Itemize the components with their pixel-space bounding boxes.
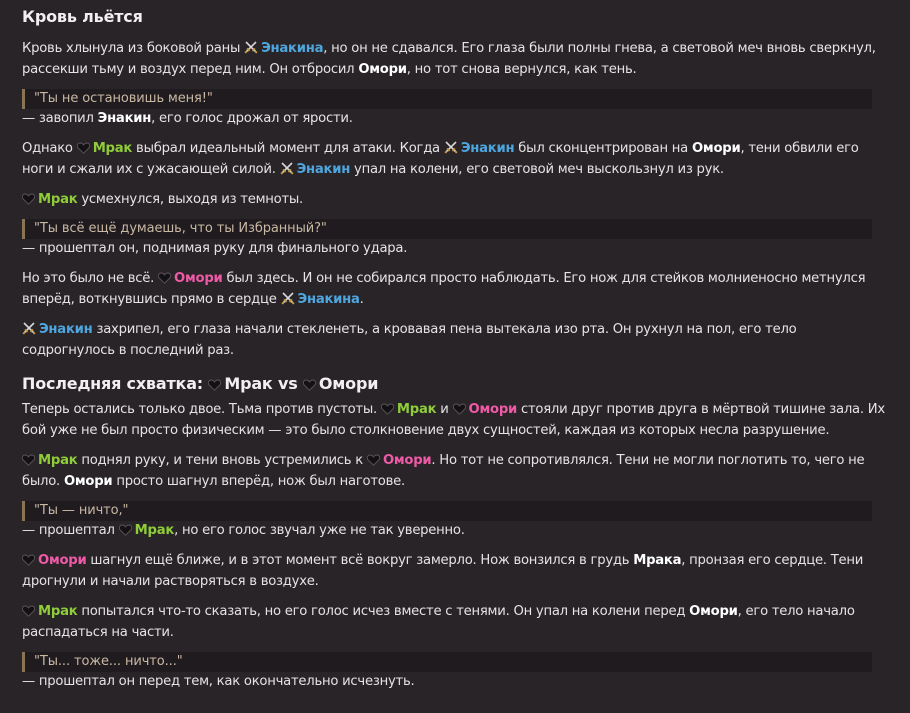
black-heart-icon <box>22 452 35 464</box>
name-mrak: Мрак <box>38 453 78 468</box>
black-heart-icon <box>22 552 35 564</box>
quote-block: "Ты... тоже... ничто..." <box>22 652 872 672</box>
name-anakin: Энакина <box>261 41 324 56</box>
black-heart-icon <box>303 375 316 387</box>
name-omori: Омори <box>468 402 518 417</box>
quote-block: "Ты не остановишь меня!" <box>22 89 872 109</box>
crossed-swords-icon <box>244 40 258 54</box>
paragraph: Однако Мрак выбрал идеальный момент для атаки. Когда Энакин был сконцентрирован на Омори, тени обвили его ноги и сжали их с ужасающей силой. Энакин упал на колени, его световой меч выскользнул из рук. <box>22 141 859 177</box>
quote-attribution: — прошептал он, поднимая руку для финального удара. <box>22 241 408 256</box>
crossed-swords-icon <box>280 161 294 175</box>
crossed-swords-icon <box>22 321 36 335</box>
black-heart-icon <box>453 401 466 413</box>
paragraph: Мрак поднял руку, и тени вновь устремились к Омори. Но тот не сопротивлялся. Тени не могли поглотить то, чего не было. Омори просто шагнул вперёд, нож был наготове. <box>22 453 865 489</box>
name-anakin-plain: Энакин <box>97 111 152 126</box>
quote-attribution: — завопил Энакин, его голос дрожал от ярости. <box>22 111 353 126</box>
black-heart-icon <box>22 191 35 203</box>
paragraph: Энакин захрипел, его глаза начали стекленеть, а кровавая пена вытекала изо рта. Он рухнул на пол, его тело содрогнулось в последний раз. <box>22 322 797 358</box>
paragraph: Теперь остались только двое. Тьма против пустоты. Мрак и Омори стояли друг против друга в мёртвой тишине зала. Их бой уже не был просто физическим — это было столкновение двух сущностей, каждая из которых несла разрушение. <box>22 402 885 438</box>
paragraph: Мрак усмехнулся, выходя из темноты. <box>22 189 890 210</box>
black-heart-icon <box>22 603 35 615</box>
section-heading-blood: Кровь льётся <box>22 7 143 26</box>
name-mrak: Мрак <box>134 523 175 538</box>
name-anakin: Энакин <box>296 162 351 177</box>
paragraph: Кровь хлынула из боковой раны Энакина, но он не сдавался. Его глаза были полны гнева, а световой меч вновь сверкнул, рассекши тьму и воздух перед ним. Он отбросил Омори, но тот снова вернулся, как тень. <box>22 41 876 77</box>
black-heart-icon <box>381 401 394 413</box>
name-omori: Омори <box>174 271 223 286</box>
crossed-swords-icon <box>281 291 295 305</box>
quote-block: "Ты — ничто," <box>22 501 872 521</box>
paragraph: Мрак попытался что-то сказать, но его голос исчез вместе с тенями. Он упал на колени перед Омори, его тело начало распадаться на части. <box>22 604 855 640</box>
name-omori: Омори <box>38 553 87 568</box>
black-heart-icon <box>208 375 221 387</box>
name-mrak: Мрак <box>38 192 78 207</box>
paragraph: Омори шагнул ещё ближе, и в этот момент всё вокруг замерло. Нож вонзился в грудь Мрака, пронзая его сердце. Тени дрогнули и начали растворяться в воздухе. <box>22 553 864 589</box>
name-anakin: Энакин <box>39 322 93 337</box>
name-omori: Омори <box>382 453 432 468</box>
crossed-swords-icon <box>444 140 458 154</box>
name-anakin: Энакина <box>297 292 360 307</box>
black-heart-icon <box>158 270 171 282</box>
name-mraka-plain: Мрака <box>633 553 682 568</box>
name-mrak: Мрак <box>38 604 78 619</box>
quote-attribution: — прошептал он перед тем, как окончательно исчезнуть. <box>22 674 415 689</box>
name-mrak: Мрак <box>92 141 133 156</box>
quote-attribution: — прошептал Мрак, но его голос звучал уже не так уверенно. <box>22 523 465 538</box>
black-heart-icon <box>119 523 132 535</box>
black-heart-icon <box>367 452 380 464</box>
paragraph: Но это было не всё. Омори был здесь. И он не собирался просто наблюдать. Его нож для стейков молниеносно метнулся вперёд, воткнувшись прямо в сердце Энакина. <box>22 271 866 307</box>
name-omori-plain: Омори <box>691 141 741 156</box>
name-anakin: Энакин <box>460 141 515 156</box>
quote-block: "Ты всё ещё думаешь, что ты Избранный?" <box>22 219 872 239</box>
black-heart-icon <box>77 140 90 152</box>
name-omori-plain: Омори <box>63 474 113 489</box>
name-omori-plain: Омори <box>689 604 738 619</box>
section-heading-final-battle: Последняя схватка: Мрак vs Омори <box>22 374 379 393</box>
name-omori-plain: Омори <box>358 62 407 77</box>
name-mrak: Мрак <box>396 402 437 417</box>
